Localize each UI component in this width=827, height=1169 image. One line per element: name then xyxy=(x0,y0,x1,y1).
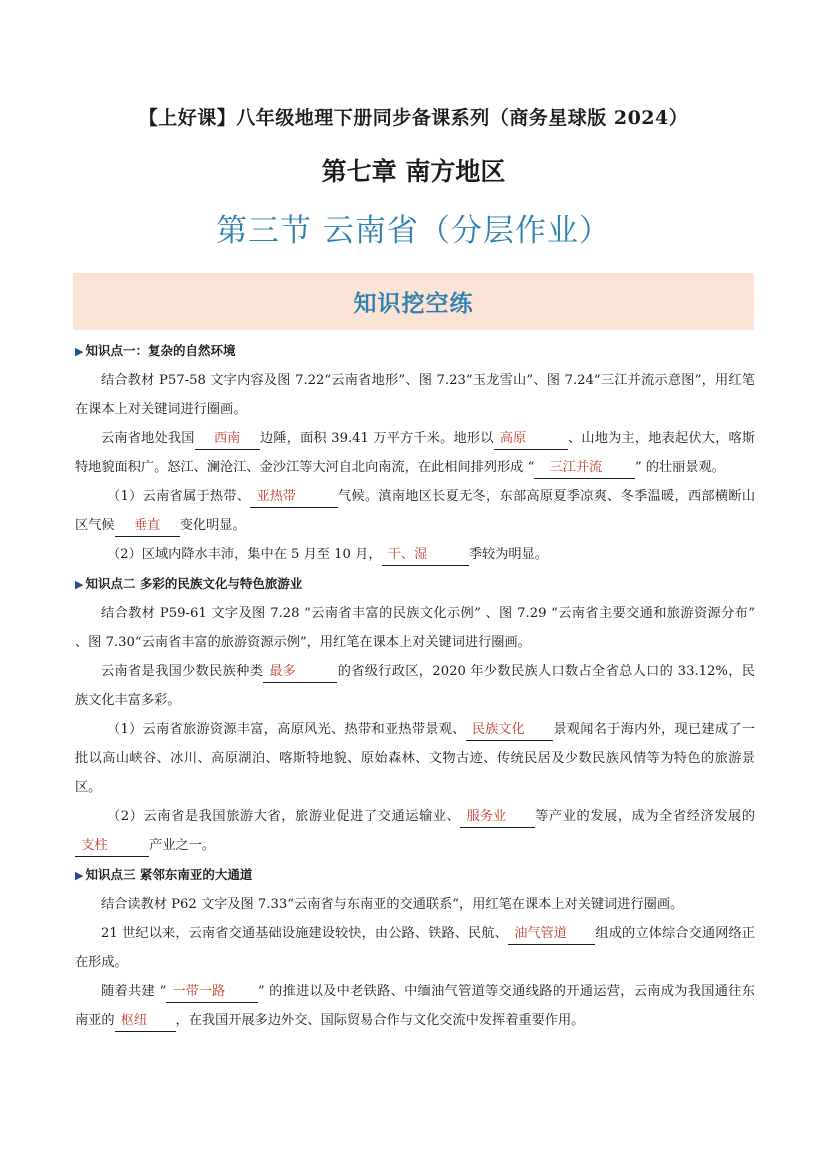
answer-text: 支柱 xyxy=(81,838,108,853)
fill-blank xyxy=(263,662,337,683)
fill-blank xyxy=(534,458,635,479)
answer-text: 最多 xyxy=(269,664,296,679)
kp3-paragraph-1: 21 世纪以来，云南省交通基础设施建设较快，由公路、铁路、民航、 油气管道 组成的立体综合交通网络正在形成。 xyxy=(75,926,755,970)
section-banner xyxy=(73,273,754,330)
fill-blank xyxy=(460,807,534,828)
kp1-title: 知识点一：复杂的自然环境 xyxy=(85,343,236,358)
kp1-intro: 结合教材 P57-58 文字内容及图 7.22“云南省地形”、图 7.23“玉龙雪山”、图 7.24“三江并流示意图”，用红笔在课本上对关键词进行圈画。 xyxy=(75,373,755,417)
answer-text: 服务业 xyxy=(466,809,507,824)
series-title: 【上好课】八年级地理下册同步备课系列（商务星球版 2024） xyxy=(138,107,689,129)
fill-blank xyxy=(75,836,149,857)
fill-blank xyxy=(382,545,469,566)
fill-blank xyxy=(166,982,258,1003)
kp2-paragraph-3: （2）云南省是我国旅游大省，旅游业促进了交通运输业、 服务业 等产业的发展，成为全省经济发展的 支柱 产业之一。 xyxy=(75,802,755,860)
triangle-bullet-icon: ▶ xyxy=(75,345,84,358)
kp1-heading xyxy=(75,336,755,366)
kp2-intro: 结合教材 P59-61 文字及图 7.28 “云南省丰富的民族文化示例” 、图 7.29 “云南省主要交通和旅游资源分布” 、图 7.30“云南省丰富的旅游资源示例”，用红笔在课本上对关键词进行圈画。 xyxy=(75,606,755,650)
kp1-paragraph-3: （2）区域内降水丰沛，集中在 5 月至 10 月， 干、湿 季较为明显。 xyxy=(75,540,755,569)
kp2-paragraph-1: 云南省是我国少数民族种类 最多 的省级行政区，2020 年少数民族人口数占全省总人口的 33.12%，民族文化丰富多彩。 xyxy=(75,664,755,708)
kp1-paragraph-2: （1）云南省属于热带、 亚热带 气候。滇南地区长夏无冬，东部高原夏季凉爽、冬季温暖，西部横断山区气候 垂直 变化明显。 xyxy=(75,482,755,540)
content-body xyxy=(75,336,755,1035)
fill-blank xyxy=(115,516,180,537)
answer-text: 西南 xyxy=(214,431,241,446)
chapter-title: 第七章 南方地区 xyxy=(321,157,506,186)
answer-text: 高原 xyxy=(499,431,527,446)
kp3-title: 知识点三 紧邻东南亚的大通道 xyxy=(85,867,253,882)
answer-text: 民族文化 xyxy=(471,722,525,737)
fill-blank xyxy=(250,487,337,508)
answer-text: 枢纽 xyxy=(120,1013,148,1028)
fill-blank xyxy=(508,924,595,945)
answer-text: 三江并流 xyxy=(549,460,603,475)
kp1-paragraph-1: 云南省地处我国 西南 边陲，面积 39.41 万平方千米。地形以 高原 、山地为主，地表起伏大，喀斯特地貌面积广。怒江、澜沧江、金沙江等大河自北向南流，在此相间排列形成 “ 三江并流 ” 的壮丽景观。 xyxy=(75,424,755,482)
fill-blank xyxy=(494,429,568,450)
kp3-paragraph-2: 随着共建 “ 一带一路 ” 的推进以及中老铁路、中缅油气管道等交通线路的开通运营，云南成为我国通往东南亚的 枢纽 ，在我国开展多边外交、国际贸易合作与文化交流中发挥着重要作用。 xyxy=(75,977,755,1035)
answer-text: 亚热带 xyxy=(256,489,297,504)
fill-blank xyxy=(195,429,260,450)
kp2-paragraph-2: （1）云南省旅游资源丰富，高原风光、热带和亚热带景观、 民族文化 景观闻名于海内外，现已建成了一批以高山峡谷、冰川、高原湖泊、喀斯特地貌、原始森林、文物古迹、传统民居及少数民族风情等为特色的旅游景区。 xyxy=(75,722,755,795)
triangle-bullet-icon: ▶ xyxy=(75,869,84,882)
section-title: 第三节 云南省（分层作业） xyxy=(216,213,611,249)
triangle-bullet-icon: ▶ xyxy=(75,578,84,591)
answer-text: 干、湿 xyxy=(387,547,428,562)
answer-text: 垂直 xyxy=(133,518,161,533)
kp3-intro: 结合读教材 P62 文字及图 7.33“云南省与东南亚的交通联系”，用红笔在课本上对关键词进行圈画。 xyxy=(101,897,684,912)
kp3-heading xyxy=(75,860,755,890)
kp2-title: 知识点二 多彩的民族文化与特色旅游业 xyxy=(85,576,303,591)
banner-title: 知识挖空练 xyxy=(353,290,474,317)
answer-text: 一带一路 xyxy=(172,984,226,999)
kp2-heading xyxy=(75,569,755,599)
fill-blank xyxy=(466,720,553,741)
fill-blank xyxy=(115,1011,176,1032)
answer-text: 油气管道 xyxy=(514,926,567,941)
